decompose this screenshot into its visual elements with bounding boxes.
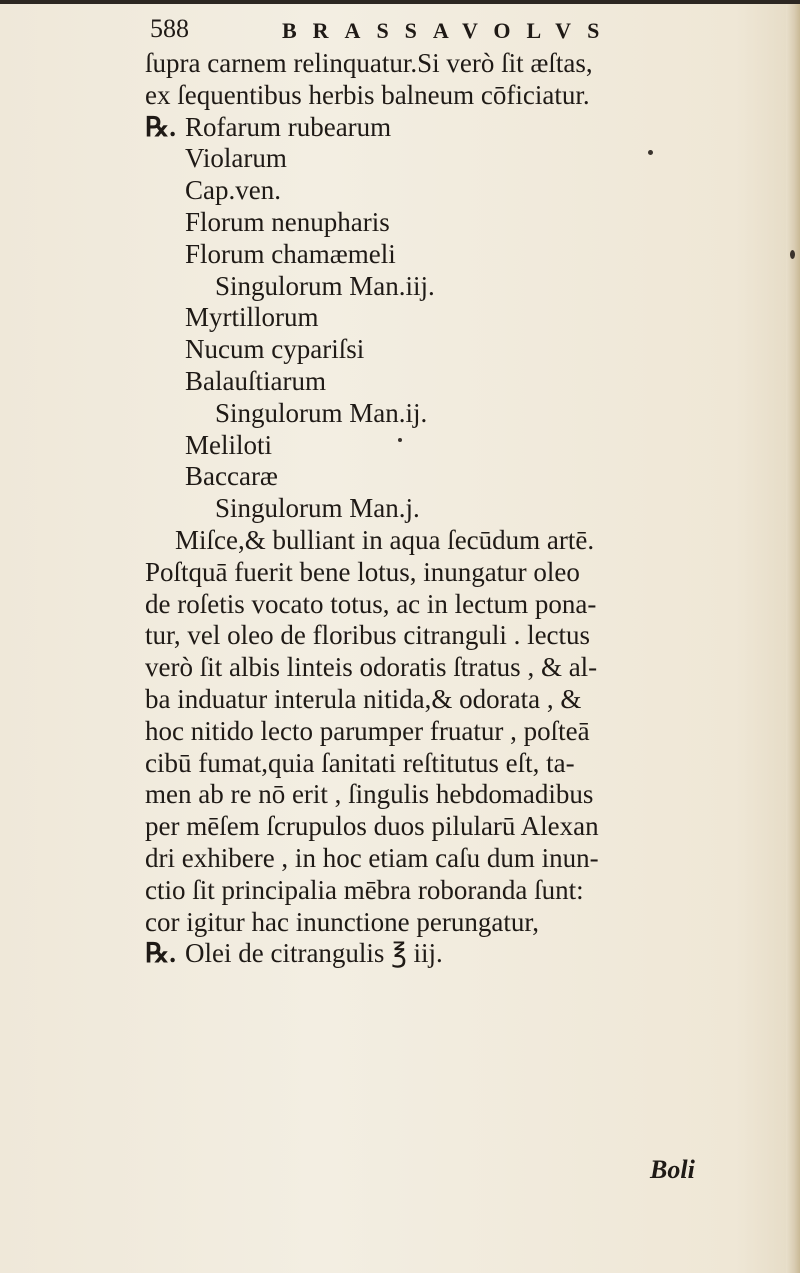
recipe-line	[145, 938, 765, 970]
ingredient-line: Florum chamæmeli	[185, 238, 396, 269]
ingredient-line: Balauſtiarum	[185, 365, 326, 396]
ingredient-line: Meliloti	[185, 429, 272, 460]
page-header	[150, 12, 740, 52]
page-number: 588	[150, 14, 189, 43]
ingredient-line: Myrtillorum	[185, 302, 319, 333]
quantity-line: Singulorum Man.iij.	[215, 270, 435, 301]
ingredient-line: Baccaræ	[185, 461, 278, 492]
text-line: ba induatur interula nitida,& odorata , &	[145, 683, 582, 714]
text-line: ctio ſit principalia mēbra roboranda ſunt:	[145, 874, 584, 905]
page-edge	[786, 0, 800, 1273]
text-line: tur, vel oleo de floribus citranguli . lectus	[145, 620, 591, 651]
ink-speck	[790, 250, 795, 259]
text-line: Miſce,& bulliant in aqua ſecūdum artē.	[175, 524, 595, 555]
top-border	[0, 0, 800, 4]
quantity-line: Singulorum Man.j.	[215, 493, 420, 524]
text-line: verò ſit albis linteis odoratis ſtratus , & al-	[145, 652, 598, 683]
text-line: per mēſem ſcrupulos duos pilularū Alexan	[145, 811, 599, 842]
ingredient-line: Cap.ven.	[185, 175, 281, 206]
catchword: Boli	[650, 1155, 695, 1184]
text-line: de roſetis vocato totus, ac in lectum pona-	[145, 588, 597, 619]
ink-speck	[648, 150, 653, 155]
recipe-symbol: ℞.	[145, 938, 176, 969]
text-line: cibū fumat,quia ſanitati reſtitutus eſt, ta-	[145, 747, 575, 778]
recipe-line	[145, 112, 765, 144]
text-line: cor igitur hac inunctione perungatur,	[145, 906, 540, 937]
recipe-symbol: ℞.	[145, 111, 176, 142]
text-line: ſupra carnem relinquatur.Si verò ſit æſtas,	[145, 48, 593, 78]
text-line: hoc nitido lecto parumper fruatur , poſteā	[145, 715, 590, 746]
quantity-line: Singulorum Man.ij.	[215, 397, 428, 428]
running-head: BRASSAVOLVS	[282, 18, 616, 43]
text-line: Poſtquā fuerit bene lotus, inungatur oleo	[145, 556, 580, 587]
body-text	[145, 48, 765, 970]
ink-speck	[398, 438, 402, 442]
ingredient: Olei de citrangulis ℥ iij.	[185, 938, 443, 969]
ingredient-line: Nucum cypariſsi	[185, 334, 365, 365]
ingredient-line: Florum nenupharis	[185, 206, 390, 237]
text-line: men ab re nō erit , ſingulis hebdomadibus	[145, 779, 594, 810]
ingredient: Rofarum rubearum	[185, 111, 392, 142]
text-line: ex ſequentibus herbis balneum cōficiatur.	[145, 79, 590, 110]
ingredient-line: Violarum	[185, 143, 287, 174]
text-line: dri exhibere , in hoc etiam caſu dum inun-	[145, 842, 599, 873]
